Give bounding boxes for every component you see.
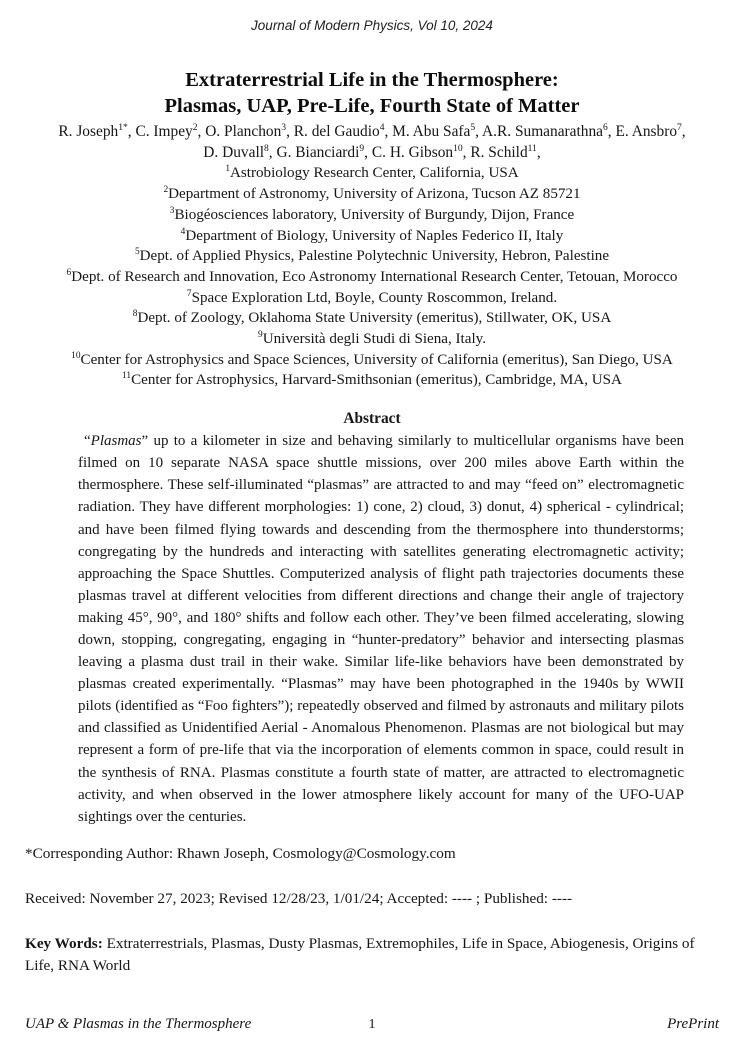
footer-preprint-label: PrePrint bbox=[667, 1016, 719, 1032]
page-footer bbox=[25, 1016, 719, 1033]
affiliation-line bbox=[0, 226, 744, 247]
author: A.R. Sumanarathna$^6$, bbox=[482, 121, 616, 140]
abstract-italic-word: Plasmas bbox=[90, 433, 142, 450]
affiliation-text: Astrobiology Research Center, California, USA bbox=[230, 165, 519, 182]
affiliation-text: Dept. of Applied Physics, Palestine Polytechnic University, Hebron, Palestine bbox=[139, 248, 610, 265]
affiliation-sup: 2 bbox=[163, 185, 169, 196]
author: R. Joseph$^{1*}$, bbox=[58, 121, 136, 140]
author-affil-sup: 6 bbox=[602, 121, 608, 133]
affiliation-sup: 4 bbox=[180, 226, 186, 237]
author: R. del Gaudio$^4$, bbox=[293, 121, 393, 140]
affiliation-sup: 7 bbox=[186, 288, 192, 299]
page-title-line2: Plasmas, UAP, Pre-Life, Fourth State of Matter bbox=[164, 95, 580, 117]
affiliation-text: Space Exploration Ltd, Boyle, County Roscommon, Ireland. bbox=[191, 289, 558, 306]
received-note: Received: November 27, 2023; Revised 12/28/23, 1/01/24; Accepted: ---- ; Published: ---- bbox=[25, 889, 573, 907]
affiliation-text: Dept. of Research and Innovation, Eco Astronomy International Research Center, Tetouan, Morocco bbox=[71, 268, 678, 285]
author-affil-sup: 3 bbox=[281, 121, 287, 133]
affiliation-text: Dept. of Zoology, Oklahoma State University (emeritus), Stillwater, OK, USA bbox=[137, 310, 612, 327]
author: G. Bianciardi$^9$, bbox=[276, 142, 372, 161]
affiliation-text: Department of Astronomy, University of Arizona, Tucson AZ 85721 bbox=[168, 186, 581, 203]
affiliation-text: Università degli Studi di Siena, Italy. bbox=[262, 331, 486, 348]
affiliation-sup: 3 bbox=[169, 205, 175, 216]
affiliation-line bbox=[0, 205, 744, 226]
author: R. Schild$^{11}$, bbox=[470, 142, 541, 161]
keywords-label: Key Words: bbox=[25, 934, 103, 952]
author: E. Ansbro$^7$, bbox=[615, 121, 686, 140]
affiliation-text: Biogéosciences laboratory, University of Burgundy, Dijon, France bbox=[174, 206, 575, 223]
affiliation-sup: 8 bbox=[132, 309, 138, 320]
affiliation-text: Center for Astrophysics and Space Sciences, University of California (emeritus), San Diego, USA bbox=[80, 351, 673, 368]
author: C. H. Gibson$^{10}$, bbox=[371, 142, 471, 161]
affiliation-line bbox=[0, 370, 744, 391]
author: O. Planchon$^3$, bbox=[205, 121, 294, 140]
author-affil-sup: 7 bbox=[677, 121, 682, 133]
authors-list bbox=[0, 122, 744, 163]
affiliation-sup: 1 bbox=[225, 164, 231, 175]
keywords-note bbox=[25, 933, 719, 977]
affiliation-line bbox=[0, 308, 744, 329]
footer-running-title: UAP & Plasmas in the Thermosphere bbox=[25, 1016, 252, 1032]
corresponding-author-note: *Corresponding Author: Rhawn Joseph, Cosmology@Cosmology.com bbox=[25, 844, 456, 862]
author-affil-sup: 11 bbox=[527, 142, 537, 154]
authors-line-2 bbox=[0, 143, 744, 164]
author-affil-sup: 9 bbox=[359, 142, 365, 154]
affiliation-line bbox=[0, 267, 744, 288]
affiliation-line bbox=[0, 184, 744, 205]
affiliation-line bbox=[0, 350, 744, 371]
author: D. Duvall$^8$, bbox=[203, 142, 277, 161]
footer-page-number: 1 bbox=[368, 1017, 376, 1032]
affiliation-sup: 9 bbox=[258, 330, 263, 340]
affiliation-sup: 11 bbox=[122, 371, 132, 382]
abstract-heading: Abstract bbox=[343, 410, 401, 428]
page-title-line1: Extraterrestrial Life in the Thermosphere: bbox=[185, 69, 559, 91]
affiliation-line bbox=[0, 329, 744, 350]
author-affil-sup: 5 bbox=[470, 121, 476, 133]
authors-line-1 bbox=[0, 122, 744, 143]
abstract-open-quote: “ bbox=[84, 433, 91, 450]
author-affil-sup: 1* bbox=[118, 121, 128, 133]
abstract-text: ” up to a kilometer in size and behaving similarly to multicellular organisms have been filmed on 10 separate NASA space shuttle missions, over 200 miles above Earth within the thermosphere. These self-illuminated “plasmas” are attracted to and may “feed on” electromagnetic radiation. They have different morphologies: 1) cone, 2) cloud, 3) donut, 4) spherical - cylindrical; and have been filmed flying towards and descending from the thermosphere into thunderstorms; congregating by the hundreds and interacting with satellites generating electromagnetic activity; approaching the Space Shuttles. Computerized analysis of flight path trajectories documents these plasmas travel at different velocities from different directions and change their angle of trajectory making 45°, 90°, and 180° shifts and follow each other. They’ve been filmed accelerating, slowing down, stopping, congregating, engaging in “hunter-predatory” behavior and intersecting plasmas leaving a plasma dust trail in their wake. Similar life-like behaviors have been demonstrated by plasmas created experimentally. “Plasmas” may have been photographed in the 1940s by WWII pilots (identified as “Foo fighters”); repeatedly observed and filmed by astronauts and military pilots and classified as Unidentified Aerial - Anomalous Phenomenon. Plasmas are not biological but may represent a form of pre-life that via the incorporation of elements common in space, could result in the synthesis of RNA. Plasmas constitute a fourth state of matter, are attracted to electromagnetic activity, and when observed in the lower atmosphere likely account for many of the UFO-UAP sightings over the centuries. bbox=[78, 433, 684, 825]
affiliation-sup: 6 bbox=[66, 267, 72, 278]
affiliation-text: Department of Biology, University of Naples Federico II, Italy bbox=[185, 227, 564, 244]
abstract-paragraph bbox=[78, 430, 684, 828]
affiliation-line bbox=[0, 163, 744, 184]
affiliation-sup: 5 bbox=[134, 247, 140, 258]
affiliation-sup: 10 bbox=[71, 350, 81, 361]
affiliation-line bbox=[0, 288, 744, 309]
journal-header: Journal of Modern Physics, Vol 10, 2024 bbox=[251, 18, 493, 33]
affiliation-text: Center for Astrophysics, Harvard-Smithsonian (emeritus), Cambridge, MA, USA bbox=[131, 372, 622, 389]
author: M. Abu Safa$^5$, bbox=[392, 121, 483, 140]
author: C. Impey$^2$, bbox=[135, 121, 206, 140]
page-title bbox=[0, 67, 744, 119]
author-affil-sup: 2 bbox=[192, 121, 198, 133]
keywords-text: Extraterrestrials, Plasmas, Dusty Plasmas, Extremophiles, Life in Space, Abiogenesis, Origins of Life, RNA World bbox=[25, 934, 695, 974]
affiliation-line bbox=[0, 246, 744, 267]
author-affil-sup: 8 bbox=[264, 142, 269, 154]
author-affil-sup: 4 bbox=[379, 121, 385, 133]
author-affil-sup: 10 bbox=[453, 142, 463, 154]
affiliations-list bbox=[0, 163, 744, 391]
